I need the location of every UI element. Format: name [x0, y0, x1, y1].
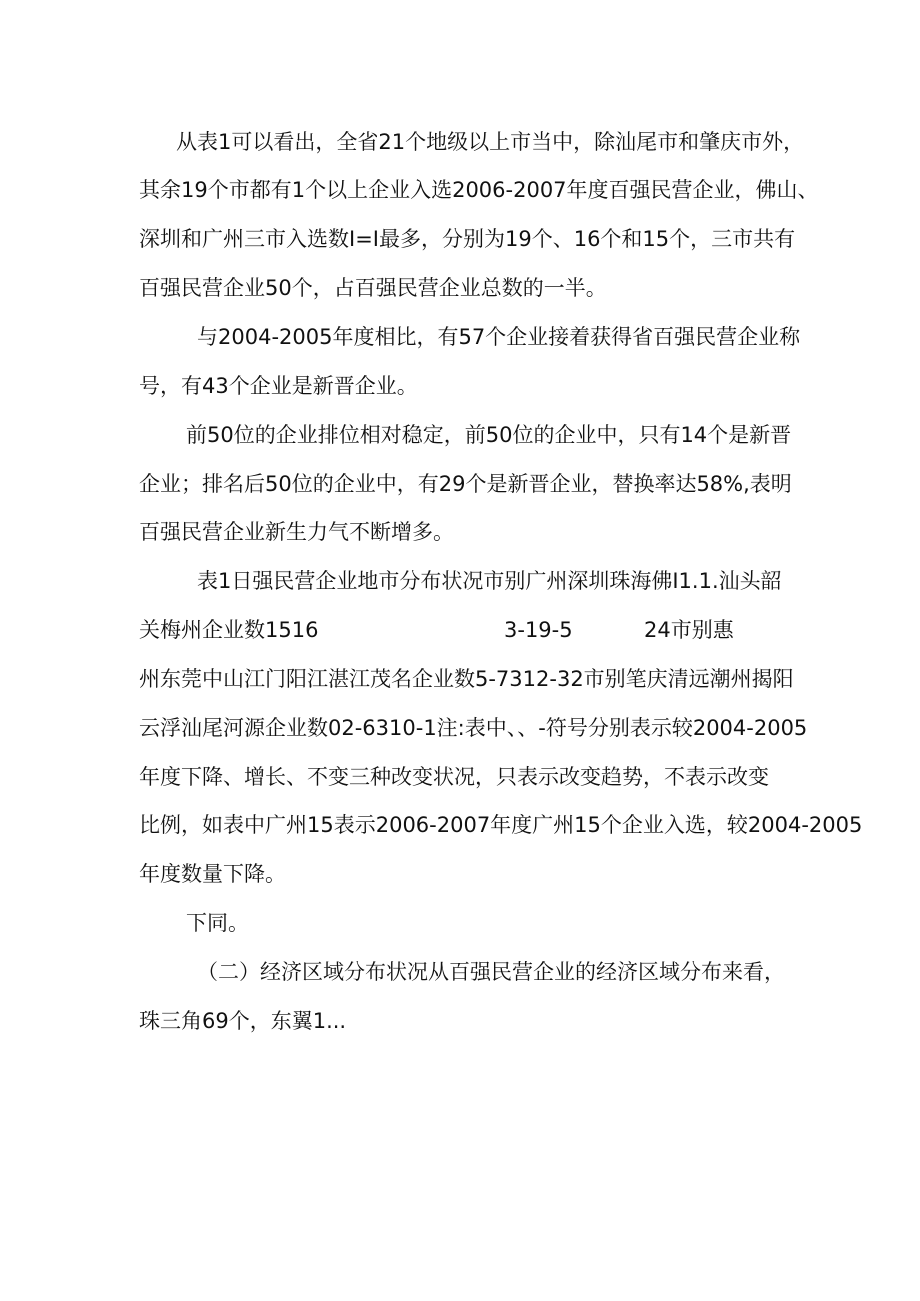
paragraph-4-line-4: 云浮汕尾河源企业数02-6310-1注:表中、、-符号分别表示较2004-2005	[139, 716, 808, 740]
table-row-label: 关梅州企业数1516	[139, 618, 319, 642]
paragraph-1-line-4: 百强民营企业50个，占百强民营企业总数的一半。	[139, 276, 607, 300]
paragraph-4-line-6: 比例，如表中广州15表示2006-2007年度广州15个企业入选，较2004-2005	[139, 813, 863, 837]
paragraph-3-line-2: 企业；排名后50位的企业中，有29个是新晋企业，替换率达58%,表明	[139, 472, 792, 496]
paragraph-1-line-1: 从表1可以看出，全省21个地级以上市当中，除汕尾市和肇庆市外，	[176, 130, 805, 154]
paragraph-4-line-2	[0, 615, 920, 645]
paragraph-5-line-1: 下同。	[186, 911, 249, 935]
paragraph-3-line-3: 百强民营企业新生力气不断增多。	[139, 520, 454, 544]
paragraph-3-line-1: 前50位的企业排位相对稳定，前50位的企业中，只有14个是新晋	[186, 423, 792, 447]
paragraph-1-line-3: 深圳和广州三市入选数I=I最多，分别为19个、16个和15个，三市共有	[139, 227, 796, 251]
paragraph-1-line-2: 其余19个市都有1个以上企业入选2006-2007年度百强民营企业，佛山、	[139, 178, 819, 202]
paragraph-4-line-7: 年度数量下降。	[139, 862, 286, 886]
paragraph-4-line-3: 州东莞中山江门阳江湛江茂名企业数5-7312-32市别笔庆清远潮州揭阳	[139, 667, 794, 691]
paragraph-6-line-1: （二）经济区域分布状况从百强民营企业的经济区域分布来看，	[197, 960, 785, 984]
paragraph-6-line-2: 珠三角69个，东翼1...	[139, 1009, 347, 1033]
paragraph-4-line-1: 表1日强民营企业地市分布状况市别广州深圳珠海佛I1.1.汕头韶	[197, 569, 782, 593]
paragraph-4-line-5: 年度下降、增长、不变三种改变状况，只表示改变趋势，不表示改变	[139, 765, 769, 789]
paragraph-2-line-1: 与2004-2005年度相比，有57个企业接着获得省百强民营企业称	[197, 325, 801, 349]
table-next-header: 24市别惠	[644, 618, 734, 642]
paragraph-2-line-2: 号，有43个企业是新晋企业。	[139, 374, 418, 398]
table-values: 3-19-5	[504, 618, 573, 642]
